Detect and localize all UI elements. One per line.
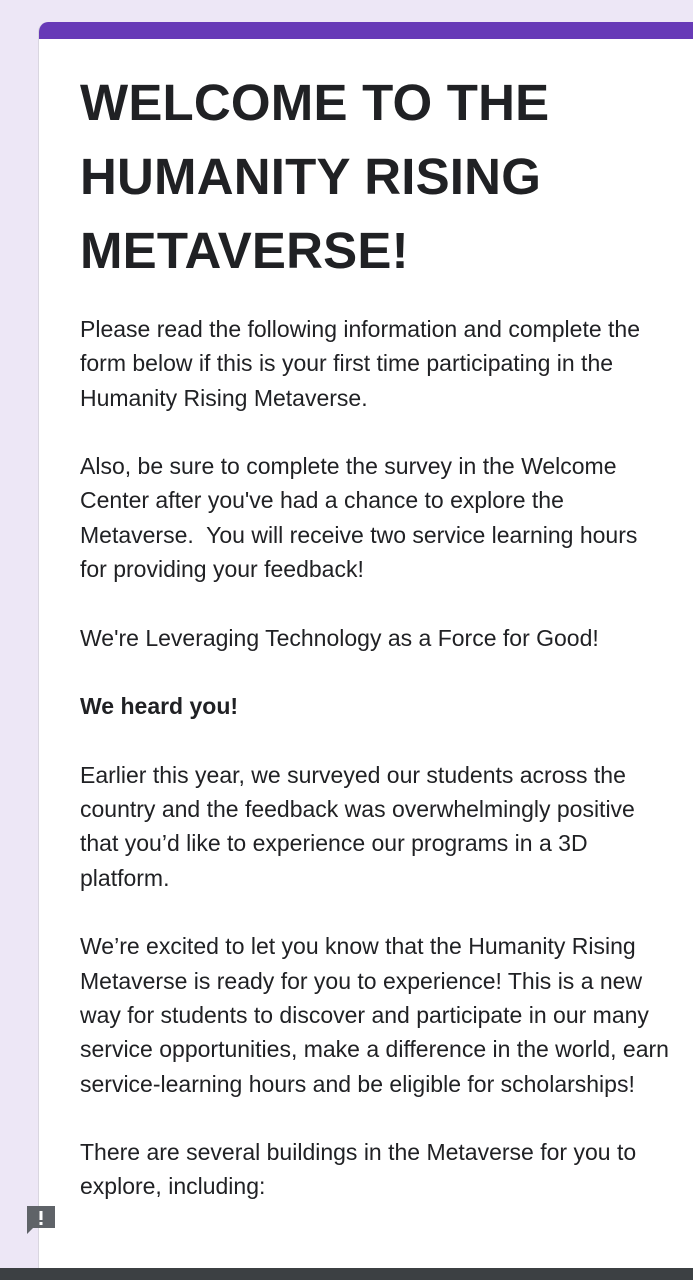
description-paragraph: Also, be sure to complete the survey in the Welcome Center after you've had a chance to explore the Metaverse. You will receive two service learning hours for providing your feedback! bbox=[80, 453, 644, 583]
form-header-content bbox=[80, 66, 676, 1238]
bottom-system-bar bbox=[0, 1268, 693, 1280]
description-paragraph: We’re excited to let you know that the Humanity Rising Metaverse is ready for you to experience! This is a new way for students to discover and participate in our many service opportunities, make a difference in the world, earn service-learning hours and be eligible for scholarships! bbox=[80, 933, 676, 1097]
form-title: WELCOME TO THE HUMANITY RISING METAVERSE! bbox=[80, 74, 550, 279]
description-paragraph: Please read the following information and complete the form below if this is your first time participating in the Humanity Rising Metaverse. bbox=[80, 316, 647, 411]
description-paragraph: We're Leveraging Technology as a Force for Good! bbox=[80, 624, 599, 651]
description-paragraph: There are several buildings in the Metaverse for you to explore, including: bbox=[80, 1139, 643, 1200]
report-problem-icon bbox=[24, 1203, 58, 1237]
description-paragraph: Earlier this year, we surveyed our students across the country and the feedback was overwhelmingly positive that you’d like to experience our programs in a 3D platform. bbox=[80, 761, 642, 891]
form-accent-bar bbox=[39, 22, 693, 39]
form-header-card bbox=[38, 22, 693, 1268]
form-description bbox=[80, 312, 676, 1204]
report-problem-button[interactable] bbox=[24, 1203, 58, 1237]
description-paragraph: We heard you! bbox=[80, 693, 239, 720]
